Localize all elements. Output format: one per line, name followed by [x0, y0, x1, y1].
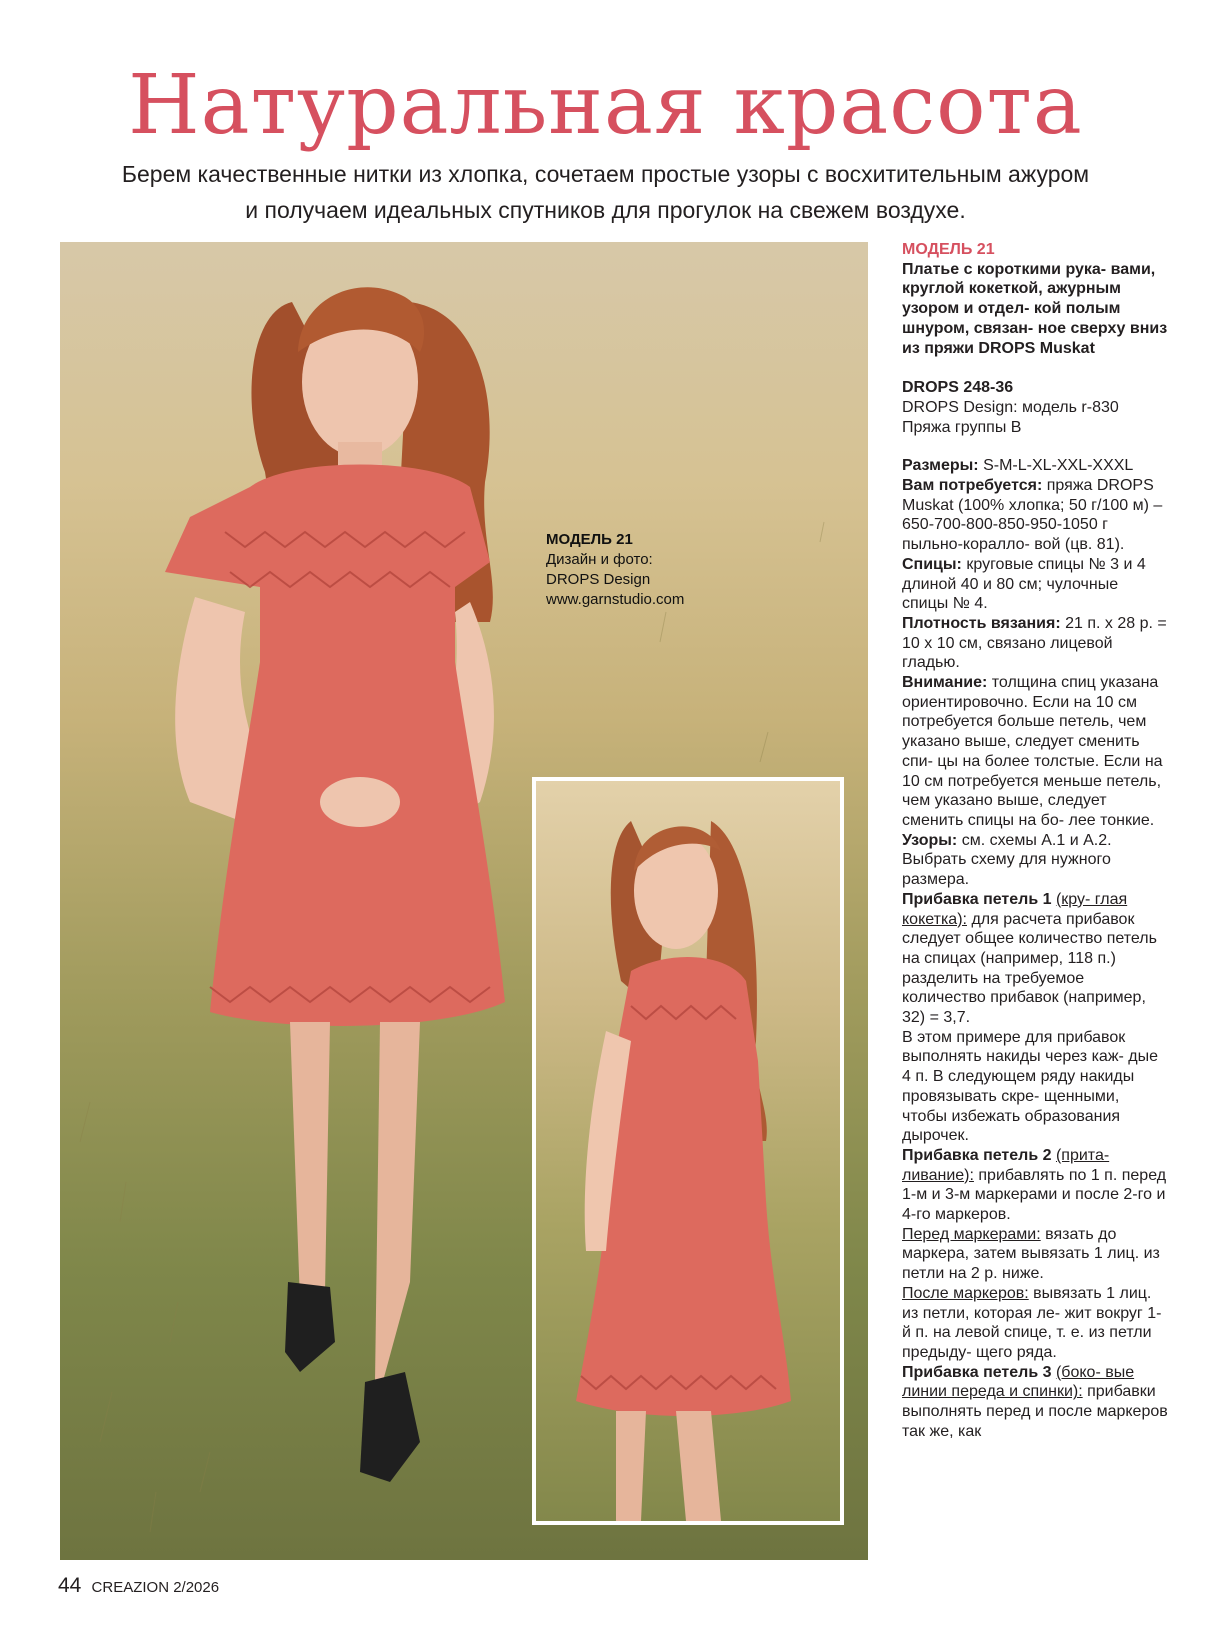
- inset-photo-illustration: [536, 781, 840, 1521]
- increase-3-label: Прибавка петель 3: [902, 1363, 1052, 1381]
- after-markers-value: вывязать 1 лиц. из петли, которая ле- жит вокруг 1-й п. на левой спице, т. е. из петли предыду- щего ряда.: [902, 1284, 1162, 1361]
- increase-1-paragraph: [902, 890, 1168, 1028]
- sidebar-model-number: МОДЕЛЬ 21: [902, 241, 995, 258]
- photo-caption-line-1: Дизайн и фото:: [546, 551, 653, 568]
- attention-value: толщина спиц указана ориентировочно. Если на 10 см потребуется больше петель, чем указано выше, следует сменить спи- цы на более толстые. Если на 10 см потребуется меньше петель, чем указано выше, следует сменить спицы на бо- лее тонкие.: [902, 674, 1163, 829]
- sidebar-model-description: Платье с короткими рука- вами, круглой кокеткой, ажурным узором и отдел- кой полым шнуром, связан- ное сверху вниз из пряжи DROPS Muskat: [902, 260, 1168, 357]
- sizes-value: S-M-L-XL-XXL-XXXL: [983, 457, 1134, 475]
- increase-2-value: прибавлять по 1 п. перед 1-м и 3-м маркерами и после 2-го и 4-го маркеров.: [902, 1166, 1167, 1224]
- photo-caption-website: www.garnstudio.com: [546, 591, 685, 608]
- page-subtitle: [60, 156, 1151, 228]
- before-markers-value: вязать до маркера, затем вывязать 1 лиц. из петли на 2 р. ниже.: [902, 1225, 1160, 1283]
- photo-caption: [546, 530, 736, 610]
- attention-label: Внимание:: [902, 674, 988, 692]
- magazine-issue: CREAZION 2/2026: [91, 1579, 220, 1596]
- before-markers-label: Перед маркерами:: [902, 1225, 1041, 1243]
- needles-label: Спицы:: [902, 555, 962, 573]
- subtitle-line-1: Берем качественные нитки из хлопка, сочетаем простые узоры с восхитительным ажуром: [121, 161, 1090, 187]
- increase-2-paragraph: [902, 1146, 1168, 1225]
- gauge-label: Плотность вязания:: [902, 614, 1061, 632]
- drops-code: DROPS 248-36: [902, 379, 1014, 397]
- subtitle-line-2: и получаем идеальных спутников для прогулок на свежем воздухе.: [245, 197, 966, 223]
- gauge-paragraph: [902, 614, 1168, 673]
- materials-value: пряжа DROPS Muskat (100% хлопка; 50 г/100 м) – 650-700-800-850-950-1050 г пыльно-коралло- вой (цв. 81).: [902, 477, 1163, 554]
- after-markers-paragraph: [902, 1284, 1168, 1363]
- needles-value: круговые спицы № 3 и 4 длиной 40 и 80 см; чулочные спицы № 4.: [902, 555, 1146, 613]
- increase-1-subtitle: (кру- глая кокетка):: [902, 890, 1128, 928]
- page-footer: [58, 1574, 219, 1598]
- patterns-value: см. схемы А.1 и А.2. Выбрать схему для нужного размера.: [902, 831, 1112, 889]
- sizes-paragraph: [902, 456, 1168, 476]
- increase-3-paragraph: [902, 1363, 1168, 1442]
- patterns-paragraph: [902, 831, 1168, 890]
- increase-3-subtitle: (боко- вые линии переда и спинки):: [902, 1363, 1135, 1401]
- design-line: DROPS Design: модель r-830: [902, 398, 1119, 416]
- patterns-label: Узоры:: [902, 831, 958, 849]
- needles-paragraph: [902, 555, 1168, 614]
- photo-caption-model: МОДЕЛЬ 21: [546, 531, 633, 548]
- pattern-sidebar: [902, 240, 1168, 1441]
- increase-1-label: Прибавка петель 1: [902, 890, 1052, 908]
- before-markers-paragraph: [902, 1225, 1168, 1284]
- increase-1-extra: В этом примере для прибавок выполнять накиды через каж- дые 4 п. В следующем ряду накиды провязывать скре- щенными, чтобы избежать образования дырочек.: [902, 1028, 1159, 1145]
- yarn-group: Пряжа группы B: [902, 418, 1022, 436]
- attention-paragraph: [902, 673, 1168, 831]
- page-number: 44: [58, 1574, 82, 1597]
- increase-2-subtitle: (прита- ливание):: [902, 1146, 1110, 1184]
- materials-paragraph: [902, 476, 1168, 555]
- photo-caption-line-2: DROPS Design: [546, 571, 651, 588]
- after-markers-label: После маркеров:: [902, 1284, 1029, 1302]
- increase-1-value: для расчета прибавок следует общее количество петель на спицах (например, 118 п.) разделить на требуемое количество прибавок (например, 32) = 3,7.: [902, 910, 1157, 1027]
- increase-3-value: прибавки выполнять перед и после маркеров так же, как: [902, 1383, 1168, 1440]
- gauge-value: 21 п. х 28 р. = 10 х 10 см, связано лицевой гладью.: [902, 614, 1167, 672]
- materials-label: Вам потребуется:: [902, 477, 1043, 495]
- page-title: Натуральная красота: [128, 58, 1083, 153]
- inset-photo: [532, 777, 844, 1525]
- sizes-label: Размеры:: [902, 457, 979, 475]
- increase-2-label: Прибавка петель 2: [902, 1146, 1052, 1164]
